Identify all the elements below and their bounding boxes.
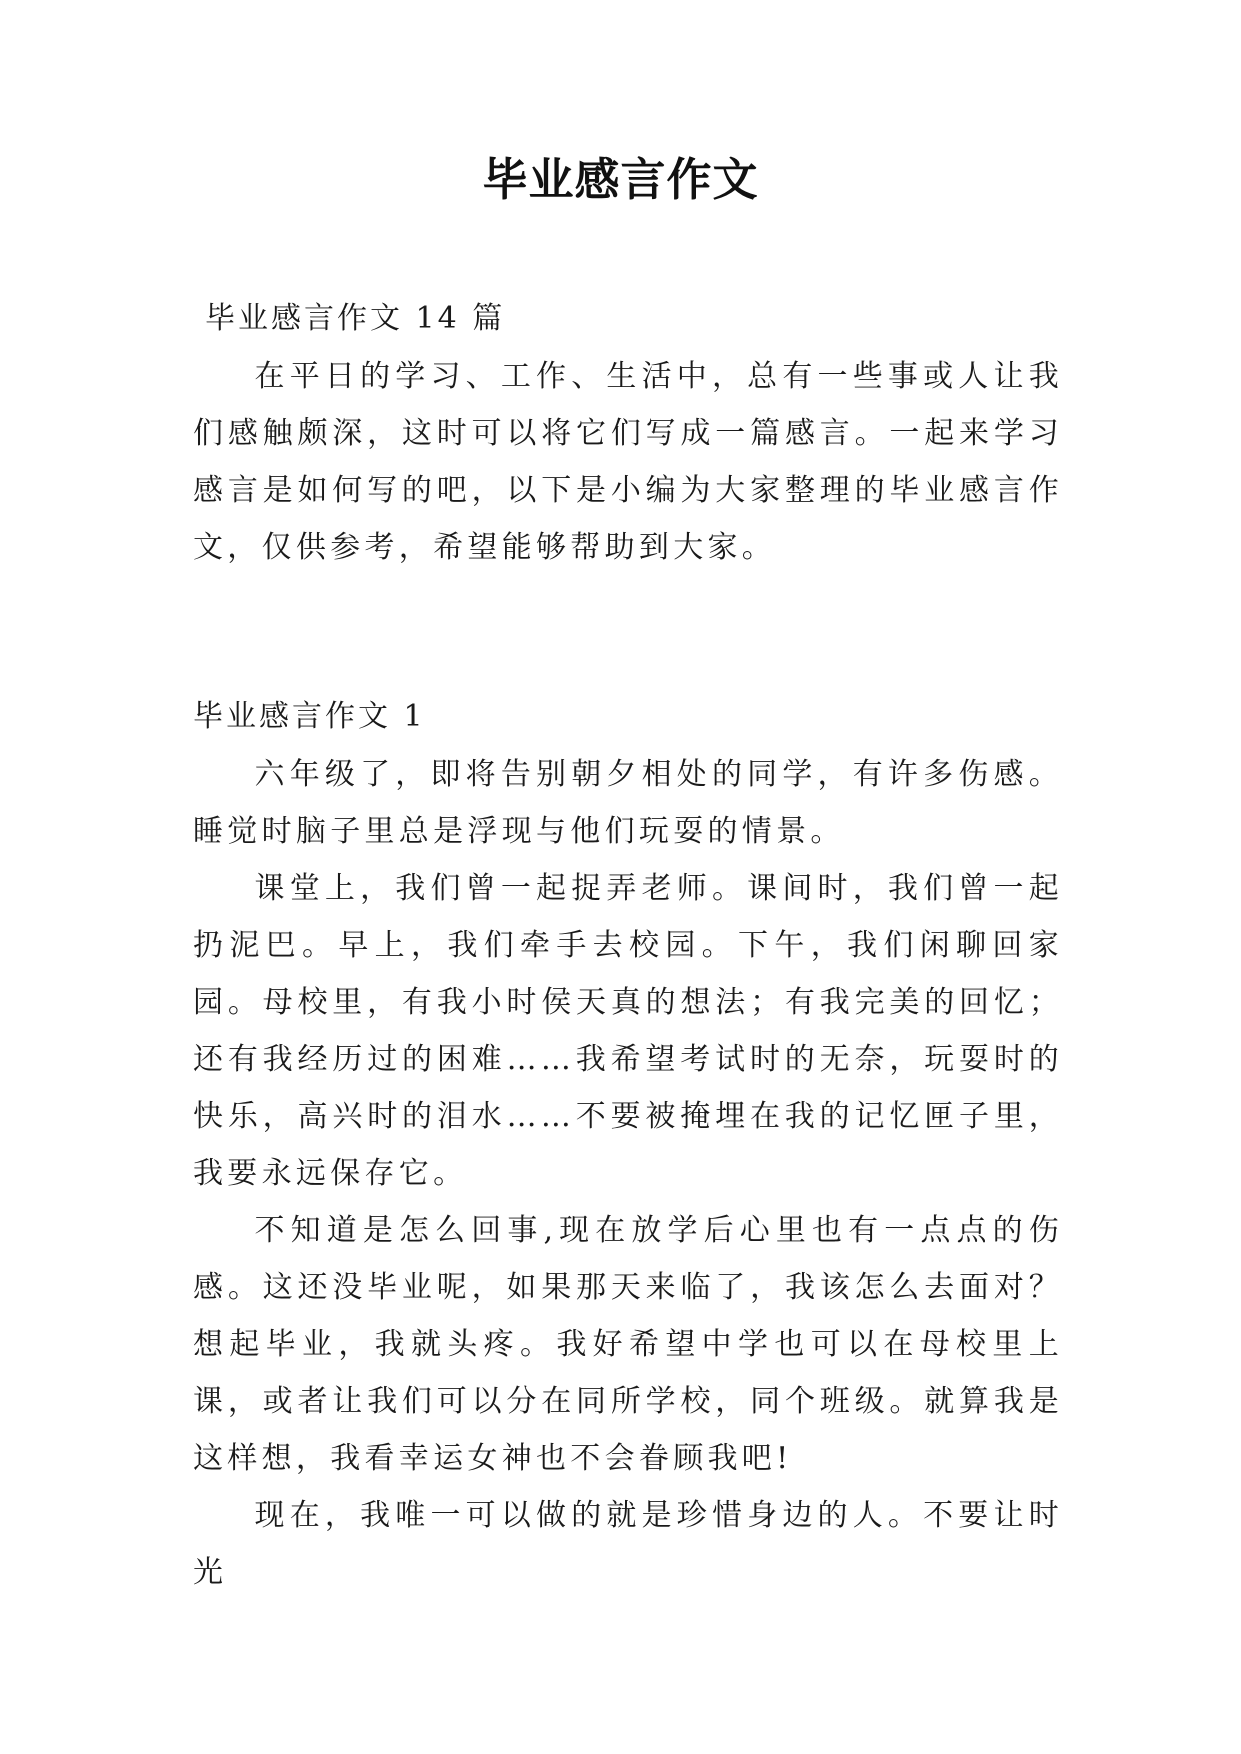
document-title: 毕业感言作文 — [482, 153, 759, 206]
body-paragraph-2: 课堂上，我们曾一起捉弄老师。课间时，我们曾一起扔泥巴。早上，我们牵手去校园。下午，我们闲聊回家园。母校里，有我小时侯天真的想法；有我完美的回忆；还有我经历过的困难……我希望考试时的无奈，玩耍时的快乐，高兴时的泪水……不要被掩埋在我的记忆匣子里，我要永远保存它。 — [193, 871, 1063, 1191]
body-paragraph-4: 现在，我唯一可以做的就是珍惜身边的人。不要让时光 — [193, 1498, 1063, 1590]
body-paragraph-1: 六年级了，即将告别朝夕相处的同学，有许多伤感。睡觉时脑子里总是浮现与他们玩耍的情景。 — [193, 757, 1063, 849]
document-subtitle: 毕业感言作文 14 篇 — [205, 301, 506, 336]
section-heading: 毕业感言作文 1 — [193, 699, 426, 734]
document-body — [193, 290, 1063, 1601]
intro-paragraph: 在平日的学习、工作、生活中，总有一些事或人让我们感触颇深，这时可以将它们写成一篇感言。一起来学习感言是如何写的吧，以下是小编为大家整理的毕业感言作文，仅供参考，希望能够帮助到大家。 — [193, 359, 1063, 565]
body-paragraph-3: 不知道是怎么回事,现在放学后心里也有一点点的伤感。这还没毕业呢，如果那天来临了，我该怎么去面对？想起毕业，我就头疼。我好希望中学也可以在母校里上课，或者让我们可以分在同所学校，同个班级。就算我是这样想，我看幸运女神也不会眷顾我吧! — [193, 1213, 1063, 1476]
section-spacer — [193, 576, 1063, 688]
